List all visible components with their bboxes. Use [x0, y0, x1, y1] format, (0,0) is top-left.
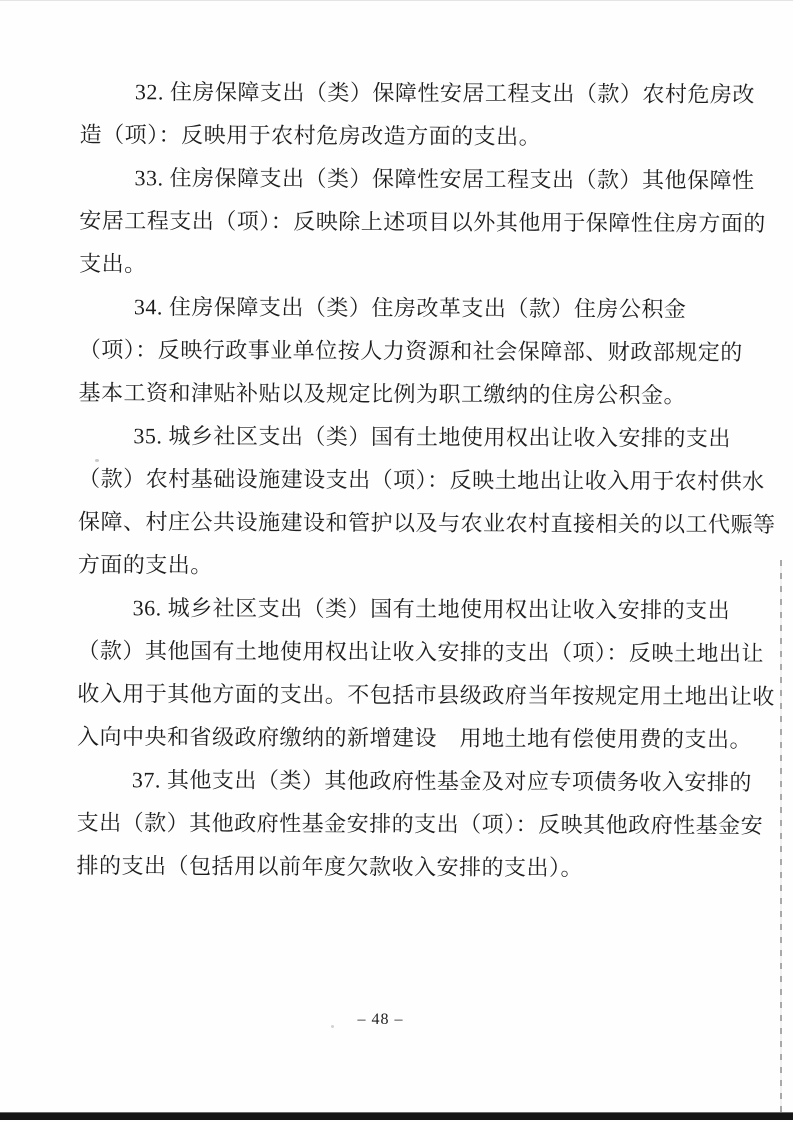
- text-line: 支出。: [79, 250, 147, 277]
- text-line: 造（项）：反映用于农村危房改造方面的支出。: [79, 121, 542, 150]
- text-line: （款）其他国有土地使用权出让收入安排的支出（项）：反映土地出让: [77, 637, 765, 666]
- text-line: 排的支出（包括用以前年度欠款收入安排的支出）。: [76, 852, 584, 881]
- paragraph-36: [77, 586, 775, 761]
- text-line: 方面的支出。: [77, 551, 213, 578]
- text-line: 基本工资和津贴补贴以及规定比例为职工缴纳的住房公积金。: [78, 379, 687, 408]
- scan-speck: [95, 459, 99, 462]
- scan-artifact-top-edge: [0, 0, 793, 1]
- text-line: 保障、村庄公共设施建设和管护以及与农业农村直接相关的以工代赈等: [77, 508, 776, 538]
- text-line: 32. 住房保障支出（类）保障性安居工程支出（款）农村危房改: [134, 79, 755, 107]
- scan-artifact-bottom-bar: [0, 1113, 793, 1120]
- text-line: 安居工程支出（项）：反映除上述项目以外其他用于保障性住房方面的: [79, 207, 766, 236]
- text-line: 支出（款）其他政府性基金安排的支出（项）：反映其他政府性基金安: [76, 809, 764, 838]
- paragraph-37: [76, 758, 764, 890]
- paragraph-35: [77, 414, 776, 589]
- text-line: （项）：反映行政事业单位按人力资源和社会保障部、财政部规定的: [78, 336, 743, 365]
- text-line: 36. 城乡社区支出（类）国有土地使用权出让收入安排的支出: [132, 595, 731, 623]
- text-line: 35. 城乡社区支出（类）国有土地使用权出让收入安排的支出: [133, 423, 731, 451]
- text-line: 入向中央和省级政府缴纳的新增建设 用地土地有偿使用费的支出。: [77, 723, 753, 752]
- text-line: 33. 住房保障支出（类）保障性安居工程支出（款）其他保障性: [134, 165, 755, 193]
- page-number: – 48 –: [357, 1011, 404, 1028]
- paragraph-33: [79, 156, 766, 288]
- text-line: 收入用于其他方面的支出。不包括市县级政府当年按规定用土地出让收: [77, 680, 775, 710]
- scan-artifact-right-edge-line: [780, 560, 782, 1113]
- text-line: 34. 住房保障支出（类）住房改革支出（款）住房公积金: [133, 294, 687, 322]
- scan-speck: [331, 1025, 334, 1028]
- paragraph-34: [78, 285, 749, 417]
- text-line: （款）农村基础设施建设支出（项）：反映土地出让收入用于农村供水: [78, 465, 765, 494]
- paragraph-32: [79, 70, 755, 159]
- text-line: 37. 其他支出（类）其他政府性基金及对应专项债务收入安排的: [131, 767, 752, 795]
- document-body: [76, 70, 776, 890]
